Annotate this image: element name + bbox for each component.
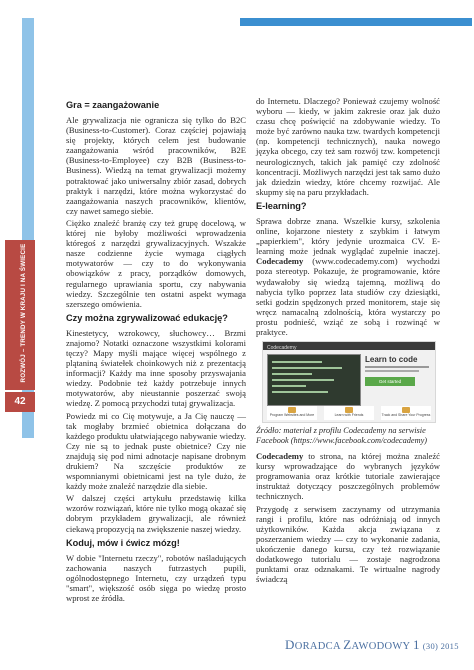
- screenshot-navbar: [263, 342, 435, 350]
- heading-edukacja: Czy można zgrywalizować edukację?: [66, 312, 228, 323]
- footer-title-initial: D: [285, 637, 295, 652]
- footer-title-initial: Z: [343, 637, 352, 652]
- feature-card: [267, 406, 317, 420]
- paragraph: Ale grywalizacja nie ogranicza się tylko do B2C (Business-to-Customer). Coraz częściej pojawiają się projekty, których celem jest budowanie zaangażowania wśród pracowników, B2E (Business-to-Employee) czy B2B (Business-to-Business). Wiedzą na temat grywalizacji możemy potraktować jako uniwersalny zbiór zasad, dobrych praktyk i narzędzi, które można wykorzystać do zaangażowania naszych pracowników, klientów, czy nawet samego siebie.: [66, 115, 246, 216]
- paragraph: Powiedz mi co Cię motywuje, a Ja Cię nauczę — tak mogłaby brzmieć obietnica dołączana do każdego produktu ułatwiającego nabywanie wiedzy. Czy nie są to jednak puste obietnice? Czy nie znajdują się pod nimi adnotacje napisane drobnym drukiem? Na szczęście produktów ze wspomnianymi obietnicami jest na tyle dużo, że każdy może znaleźć narzędzie dla siebie.: [66, 410, 246, 492]
- code-line: [272, 373, 312, 375]
- heading-koduj: Koduj, mów i ćwicz mózg!: [66, 537, 180, 548]
- footer-title: ORADCA: [294, 641, 344, 652]
- get-started-button: Get started: [365, 377, 415, 386]
- feature-cards: [267, 406, 431, 420]
- section-label: ROZWÓJ – TRENDY W KRAJU I NA ŚWIECIE: [20, 243, 27, 383]
- left-column: [66, 96, 246, 605]
- paragraph: W dobie "Internetu rzeczy", robotów naśladujących zachowania naszych futrzastych pupili, ogólnodostępnego Internetu, czy urządzeń typu "smart", większość osób sięga po wiedzę prosto wprost ze źródła.: [66, 552, 246, 604]
- text-line: [365, 366, 429, 368]
- footer-issue-number: 1: [412, 637, 420, 652]
- heading-elearning: E-learning?: [256, 200, 307, 211]
- paragraph-text: (www.codecademy.com) wychodzi poza stereotyp. Pokazuje, że programowanie, które wydawałoby się wiedzą tajemną, możliwą do nabycia tylko poprzez lata studiów czy dziesiątki, setki godzin spędzonych przed monitorem, staje się wręcz namacalną zdolnością, która wystarczy po prostu podnieść, wziąć ze sobą i rozwinąć w praktyce.: [256, 256, 440, 337]
- code-line: [272, 367, 342, 369]
- top-accent-bar: [240, 18, 472, 26]
- footer-title: AWODOWY: [351, 641, 413, 652]
- image-caption: Źródło: materiał z profilu Codecademy na serwisie Facebook (https://www.facebook.com/codecademy): [256, 426, 428, 446]
- text-line: [365, 370, 419, 372]
- code-line: [272, 385, 306, 387]
- screenshot-brand: Codecademy: [267, 345, 297, 352]
- heading-gra: Gra = zaangażowanie: [66, 100, 160, 110]
- feature-card: [324, 406, 374, 420]
- paragraph: Kinestetycy, wzrokowcy, słuchowcy… Brzmi znajomo? Notatki oznaczone wszystkimi kolorami tęczy? Mapy myśli mające więcej wspólnego z plątaniną światełek choinkowych niż z prezentacją informacji? Każdy ma inne sposoby przyswajania wiedzy. Podobnie też każdy potrzebuje innych motywatorów, aby nieustannie poszerzać swoją wiedzę. Z pomocą przychodzi tutaj grywalizacja.: [66, 327, 246, 409]
- right-column: [256, 96, 440, 586]
- feature-card: [381, 406, 431, 420]
- paragraph: W dalszej części artykułu przedstawię kilka wzorów rozwiązań, które nie tylko mogą okazać się dobrym przykładem grywalizacji, ale również ciekawą propozycją na zwiększenie naszej wiedzy.: [66, 493, 246, 534]
- paragraph-text: Sprawa dobrze znana. Wszelkie kursy, szkolenia online, kojarzone niestety z szybkim i łatwym „papierkiem", który jedynie urozmaica CV. E-learning może jednak wyglądać zupełnie inaczej.: [256, 215, 440, 257]
- footer-publication: [285, 637, 459, 653]
- paragraph: [256, 216, 440, 337]
- paragraph: [256, 451, 440, 501]
- paragraph: do Internetu. Dlaczego? Ponieważ czujemy wolność wyboru — kiedy, w jakim zakresie oraz jak dużo czasu chcę poświęcić na zdobywanie wiedzy. To może być zarówno nauka tzw. twardych kompetencji (np. kompetencji technicznych), nauka nowego języka obcego, czy też sam rozwój tzw. kompetencji neurologicznych, takich jak pamięć czy zdolność koncentracji. Możliwych narzędzi jest tak samo dużo jak dziedzin wiedzy, które chcemy rozwijać. Ale skupmy się na paru przykładach.: [256, 96, 440, 197]
- feature-label: Learn with Friends: [334, 413, 364, 418]
- code-editor-image: [267, 354, 361, 406]
- feature-label: Track and Share Your Progress: [381, 413, 431, 418]
- paragraph-text: to strona, na której można znaleźć kursy wprowadzające do wybranych języków programowania oraz krótkie tutoriale zawierające instruktaż dotyczący poszczególnych problemów technicznych.: [256, 451, 440, 502]
- code-line: [272, 391, 328, 393]
- screenshot-heading: Learn to code: [365, 355, 418, 365]
- code-line: [272, 379, 334, 381]
- paragraph: Przygodę z serwisem zaczynamy od utrzymania rangi i profilu, które nas odróżniają od innych użytkowników. Każda akcja związana z poszerzaniem wiedzy — czy to wykonanie zadania, ukończenie danego kursu, czy też rozwiązanie dodatkowego tutorialu — zostaje nagrodzona punktami oraz odznakami. Te wirtualne nagrody świadczą: [256, 503, 440, 585]
- paragraph: Ciężko znaleźć branżę czy też grupę docelową, w której nie byłoby możliwości wprowadzenia któregoś z narzędzi grywalizacyjnych. Wszakże nasze codzienne życie wymaga ciągłych motywatorów — czy to do wykonywania obowiązków z pracy, porządków domowych, regularnego uprawiania sportu, czy nabywania wiedzy. Szczególnie ten ostatni aspekt wymaga szerszego omówienia.: [66, 217, 246, 309]
- section-tab: [5, 240, 35, 390]
- codecademy-screenshot: [262, 341, 436, 423]
- code-line: [272, 361, 322, 363]
- footer-issue: (30) 2015: [422, 641, 459, 651]
- codecademy-name: Codecademy: [256, 256, 304, 267]
- codecademy-name: Codecademy: [256, 451, 304, 462]
- feature-label: Program Websites and More: [269, 413, 315, 418]
- page-number: 42: [5, 392, 35, 412]
